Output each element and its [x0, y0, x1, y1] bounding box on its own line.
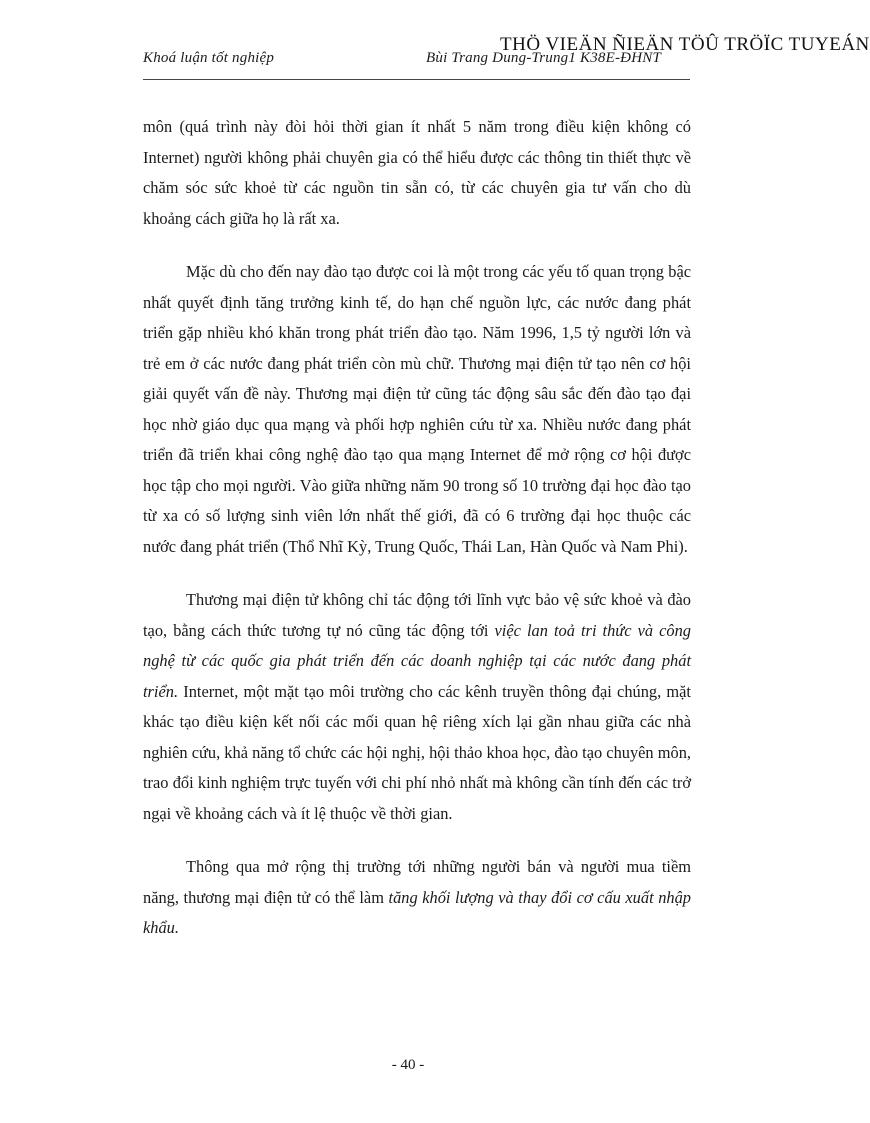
header-divider [143, 79, 690, 80]
paragraph-2: Mặc dù cho đến nay đào tạo được coi là một trong các yếu tố quan trọng bậc nhất quyết định tăng trưởng kinh tế, do hạn chế nguồn lực, các nước đang phát triển gặp nhiều khó khăn trong phát triển đào tạo. Năm 1996, 1,5 tỷ người lớn và trẻ em ở các nước đang phát triển còn mù chữ. Thương mại điện tử tạo nên cơ hội giải quyết vấn đề này. Thương mại điện tử cũng tác động sâu sắc đến đào tạo đại học nhờ giáo dục qua mạng và phối hợp nghiên cứu từ xa. Nhiều nước đang phát triển đã triển khai công nghệ đào tạo qua mạng Internet để mở rộng cơ hội được học tập cho mọi người. Vào giữa những năm 90 trong số 10 trường đại học đào tạo từ xa có số lượng sinh viên lớn nhất thế giới, đã có 6 trường đại học thuộc các nước đang phát triển (Thổ Nhĩ Kỳ, Trung Quốc, Thái Lan, Hàn Quốc và Nam Phi). [143, 262, 691, 556]
paragraph-3-emphasis: việc lan toả tri thức và công nghệ từ các quốc gia phát triển đến các doanh nghiệp tại các nước đang phát triển. [143, 620, 691, 701]
paragraph-3-text-b: Internet, một mặt tạo môi trường cho các kênh truyền thông đại chúng, mặt khác tạo điều kiện kết nối các mối quan hệ riêng xích lại gần nhau giữa các nhà nghiên cứu, khả năng tổ chức các hội nghị, hội thảo khoa học, đào tạo chuyên môn, trao đổi kinh nghiệm trực tuyến với chi phí nhỏ nhất mà không cần tính đến các trở ngại về khoảng cách và ít lệ thuộc về thời gian. [143, 681, 691, 823]
paragraph-3 [143, 585, 691, 829]
document-body [143, 112, 691, 967]
paragraph-3-text-a: Thương mại điện tử không chỉ tác động tới lĩnh vực bảo vệ sức khoẻ và đào tạo, bằng cách thức tương tự nó cũng tác động tới [143, 590, 691, 640]
paragraph-4-emphasis: tăng khối lượng và thay đổi cơ cấu xuất nhập khẩu. [143, 887, 691, 937]
page-number: - 40 - [391, 1057, 425, 1073]
header-thesis-title: Khoá luận tốt nghiệp [143, 50, 275, 66]
paragraph-4-text-a: Thông qua mở rộng thị trường tới những người bán và người mua tiềm năng, thương mại điện tử có thể làm [143, 857, 691, 907]
library-watermark: THÖ VIEÄN ÑIEÄN TÖÛ TRÖÏC TUYEÁN [500, 34, 870, 55]
paragraph-4 [143, 852, 691, 944]
paragraph-1: môn (quá trình này đòi hỏi thời gian ít nhất 5 năm trong điều kiện không có Internet) người không phải chuyên gia có thể hiểu được các thông tin thiết thực về chăm sóc sức khoẻ từ các nguồn tin sẵn có, từ các chuyên gia tư vấn cho dù khoảng cách giữa họ là rất xa. [143, 117, 691, 228]
header-author: Bùi Trang Dung-Trung1 K38E-ĐHNT [426, 50, 661, 66]
